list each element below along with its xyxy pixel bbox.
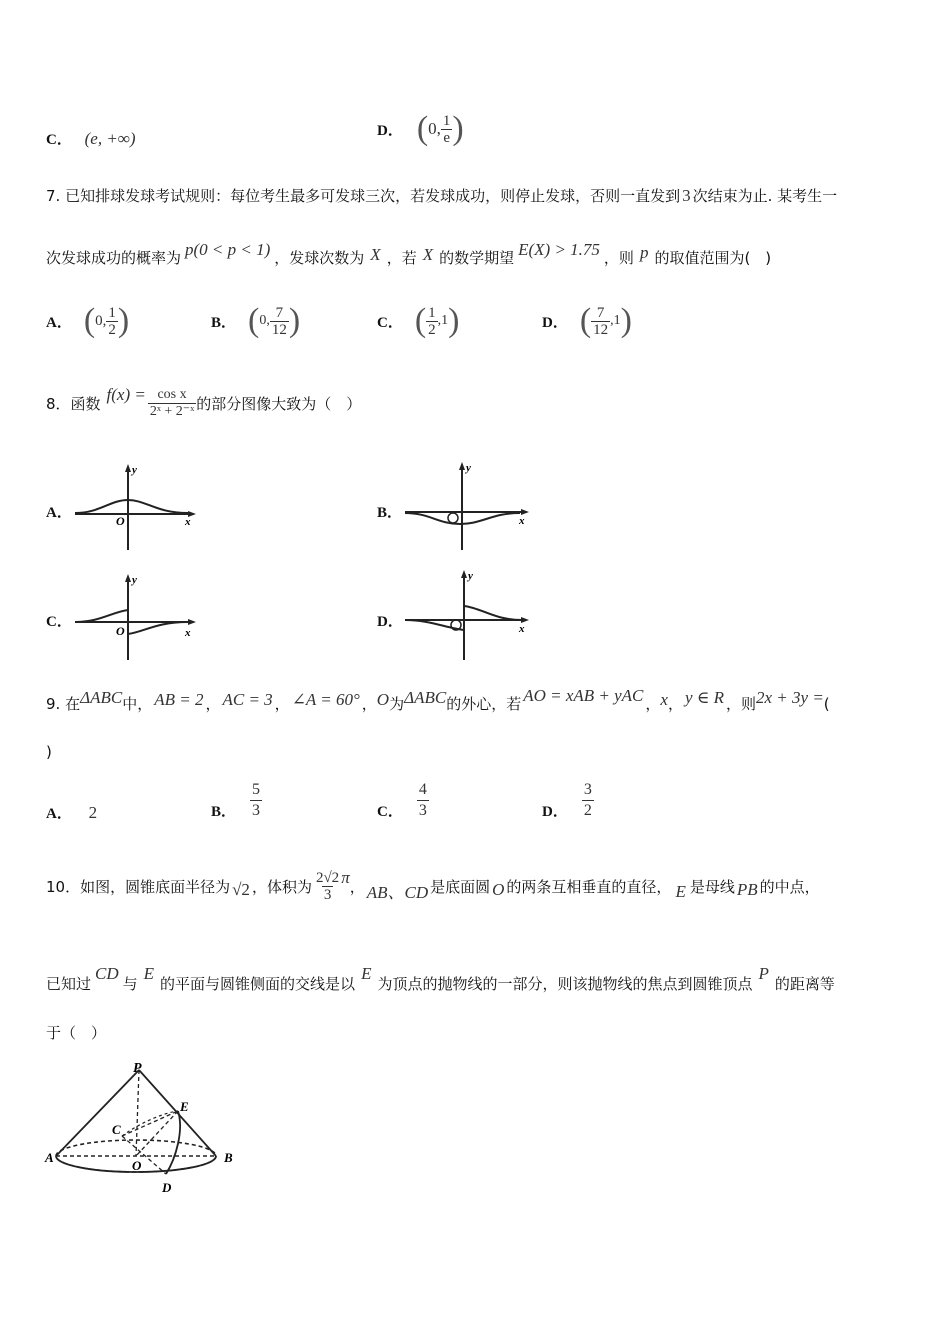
point-p-label: P bbox=[133, 1061, 142, 1076]
option-expression: (e, +∞) bbox=[84, 129, 136, 148]
q7-option-a[interactable]: A． ( 0, $\frac{1}{2}$ ) bbox=[46, 302, 130, 339]
graph-b[interactable] bbox=[400, 460, 535, 552]
option-label: C． bbox=[377, 803, 403, 820]
q9-option-a[interactable] bbox=[46, 802, 97, 823]
q8-stem: 8．函数 f(x) = $\frac{\text{cos x}}{\text{2ˣ + 2⁻ˣ}}$ 的部分图像大致为（ ） bbox=[46, 385, 362, 419]
option-label: A． bbox=[46, 806, 72, 822]
graph-c[interactable] bbox=[70, 572, 200, 662]
q9-option-b[interactable]: B． $\frac{5}{3}$ bbox=[211, 780, 261, 820]
origin-label: O bbox=[448, 523, 449, 524]
graph-d[interactable] bbox=[400, 568, 535, 663]
option-label: C． bbox=[46, 132, 72, 148]
q8-option-d-label[interactable]: D． bbox=[377, 614, 403, 630]
y-axis-label: y bbox=[132, 574, 137, 586]
point-b-label: B bbox=[224, 1150, 233, 1165]
option-label: D． bbox=[542, 314, 568, 331]
x-axis-label: x bbox=[185, 627, 191, 639]
y-axis-label: y bbox=[132, 464, 137, 476]
option-value: 2 bbox=[88, 803, 98, 822]
q8-option-b-label[interactable]: B． bbox=[377, 505, 403, 521]
point-c-label: C bbox=[112, 1122, 121, 1137]
x-axis-label: x bbox=[519, 515, 525, 527]
origin-label: O bbox=[116, 624, 125, 638]
q7-option-b[interactable]: B． ( 0, $\frac{7}{12}$ ) bbox=[211, 302, 301, 339]
q10-line1: 10．如图，圆锥底面半径为 √2 ，体积为 $\frac{2√2}{3}$ π ， AB、CD 是底面圆 O 的两条互相垂直的直径， E 是母线 PB 的中点， bbox=[46, 868, 820, 903]
option-label: D． bbox=[377, 122, 403, 139]
fraction: $\frac{1}{e}$ bbox=[442, 112, 451, 146]
cone-figure bbox=[44, 1060, 244, 1200]
q7-option-c[interactable]: C． ( $\frac{1}{2}$ ,1 ) bbox=[377, 302, 460, 339]
option-label: D． bbox=[542, 803, 568, 820]
q9-option-d[interactable]: D． $\frac{3}{2}$ bbox=[542, 780, 592, 820]
point-a-label: A bbox=[45, 1150, 54, 1165]
q9-line2: ) bbox=[46, 743, 52, 761]
point-d-label: D bbox=[162, 1180, 172, 1195]
graph-a[interactable] bbox=[70, 462, 200, 552]
y-axis-label: y bbox=[466, 462, 471, 474]
origin-label: O bbox=[450, 631, 451, 632]
interval-start: 0, bbox=[428, 119, 441, 138]
x-axis-label: x bbox=[185, 516, 191, 528]
point-e-label: E bbox=[180, 1099, 189, 1114]
point-o-label: O bbox=[132, 1158, 142, 1173]
q9-line1: 9. 在ΔABC中， AB = 2 ， AC = 3 ， ∠A = 60° ，O为ΔABC的外心，若 AO = xAB + yAC ，x， y ∈ R ，则2x + 3y =( bbox=[46, 686, 830, 713]
q9-option-c[interactable]: C． $\frac{4}{3}$ bbox=[377, 780, 427, 820]
x-axis-label: x bbox=[519, 623, 525, 635]
q7-line2: 次发球成功的概率为 p(0 < p < 1) ，发球次数为 X ，若 X 的数学期望 E(X) > 1.75 ，则 p 的取值范围为( ) bbox=[46, 240, 772, 267]
origin-label: O bbox=[116, 514, 125, 528]
y-axis-label: y bbox=[468, 570, 473, 582]
q6-option-d[interactable]: D． ( 0, $\frac{1}{e}$ ) bbox=[377, 110, 464, 147]
q10-line3: 于（ ） bbox=[46, 1024, 107, 1042]
option-label: C． bbox=[377, 314, 403, 331]
q6-option-c[interactable] bbox=[46, 128, 136, 149]
q8-option-c-label[interactable]: C． bbox=[46, 614, 72, 630]
option-label: B． bbox=[211, 803, 237, 820]
q10-line2: 已知过CD与E的平面与圆锥侧面的交线是以E为顶点的抛物线的一部分，则该抛物线的焦点到圆锥顶点P的距离等 bbox=[46, 964, 835, 993]
q8-option-a-label[interactable]: A． bbox=[46, 505, 72, 521]
option-label: A． bbox=[46, 314, 72, 331]
option-label: B． bbox=[211, 314, 237, 331]
q7-option-d[interactable]: D． ( $\frac{7}{12}$ ,1 ) bbox=[542, 302, 632, 339]
q7-line1: 7. 已知排球发球考试规则：每位考生最多可发球三次，若发球成功，则停止发球，否则一直发到 3 次结束为止. 某考生一 bbox=[46, 186, 838, 205]
